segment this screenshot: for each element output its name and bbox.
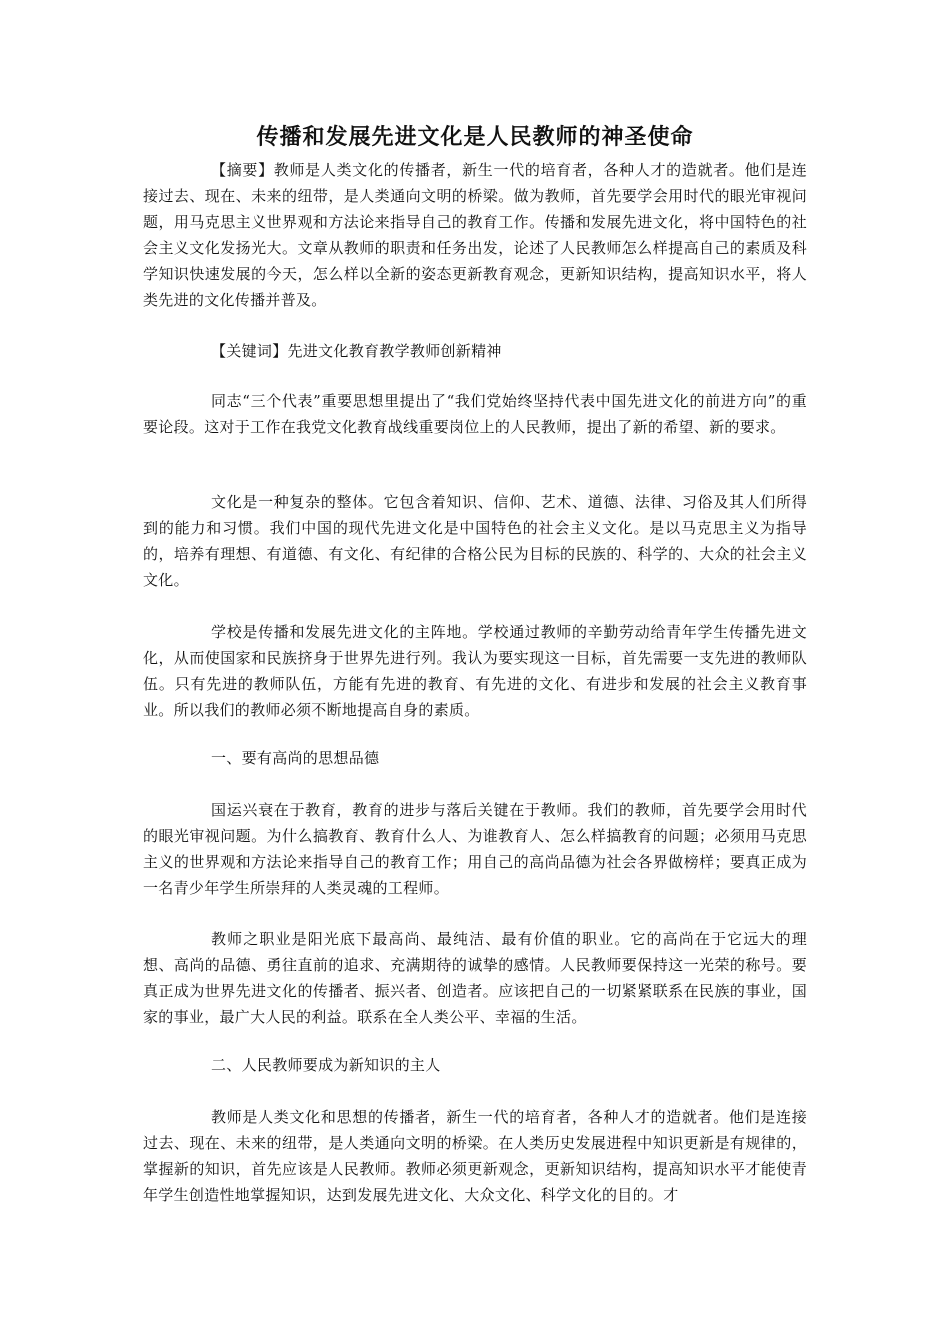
- body-paragraph-2: 文化是一种复杂的整体。它包含着知识、信仰、艺术、道德、法律、习俗及其人们所得到的能力和习惯。我们中国的现代先进文化是中国特色的社会主义文化。是以马克思主义为指导的，培养有理想、有道德、有文化、有纪律的合格公民为目标的民族的、科学的、大众的社会主义文化。: [143, 493, 807, 589]
- body-paragraph-6: 教师是人类文化和思想的传播者，新生一代的培育者，各种人才的造就者。他们是连接过去、现在、未来的纽带，是人类通向文明的桥梁。在人类历史发展进程中知识更新是有规律的，掌握新的知识，首先应该是人民教师。教师必须更新观念，更新知识结构，提高知识水平才能使青年学生创造性地掌握知识，达到发展先进文化、大众文化、科学文化的目的。才: [143, 1108, 807, 1204]
- abstract-paragraph: 【摘要】教师是人类文化的传播者，新生一代的培育者，各种人才的造就者。他们是连接过去、现在、未来的纽带，是人类通向文明的桥梁。做为教师，首先要学会用时代的眼光审视问题，用马克思主义世界观和方法论来指导自己的教育工作。传播和发展先进文化，将中国特色的社会主义文化发扬光大。文章从教师的职责和任务出发，论述了人民教师怎么样提高自己的素质及科学知识快速发展的今天，怎么样以全新的姿态更新教育观念，更新知识结构，提高知识水平，将人类先进的文化传播并普及。: [143, 161, 807, 309]
- body-paragraph-5: 教师之职业是阳光底下最高尚、最纯洁、最有价值的职业。它的高尚在于它远大的理想、高尚的品德、勇往直前的追求、充满期待的诚挚的感情。人民教师要保持这一光荣的称号。要真正成为世界先进文化的传播者、振兴者、创造者。应该把自己的一切紧紧联系在民族的事业，国家的事业，最广大人民的利益。联系在全人类公平、幸福的生活。: [143, 930, 807, 1026]
- section-heading-2: 二、人民教师要成为新知识的主人: [211, 1056, 441, 1074]
- body-paragraph-4: 国运兴衰在于教育，教育的进步与落后关键在于教师。我们的教师，首先要学会用时代的眼光审视问题。为什么搞教育、教育什么人、为谁教育人、怎么样搞教育的问题；必须用马克思主义的世界观和方法论来指导自己的教育工作；用自己的高尚品德为社会各界做榜样；要真正成为一名青少年学生所崇拜的人类灵魂的工程师。: [143, 801, 807, 897]
- body-paragraph-3: 学校是传播和发展先进文化的主阵地。学校通过教师的辛勤劳动给青年学生传播先进文化，从而使国家和民族挤身于世界先进行列。我认为要实现这一目标，首先需要一支先进的教师队伍。只有先进的教师队伍，方能有先进的教育、有先进的文化、有进步和发展的社会主义教育事业。所以我们的教师必须不断地提高自身的素质。: [143, 623, 807, 719]
- document-title: 传播和发展先进文化是人民教师的神圣使命: [256, 124, 694, 150]
- section-heading-1: 一、要有高尚的思想品德: [211, 749, 380, 767]
- keywords-paragraph: 【关键词】先进文化教育教学教师创新精神: [211, 342, 502, 360]
- body-paragraph-1: 同志“三个代表”重要思想里提出了“我们党始终坚持代表中国先进文化的前进方向”的重要论段。这对于工作在我党文化教育战线重要岗位上的人民教师，提出了新的希望、新的要求。: [143, 392, 807, 436]
